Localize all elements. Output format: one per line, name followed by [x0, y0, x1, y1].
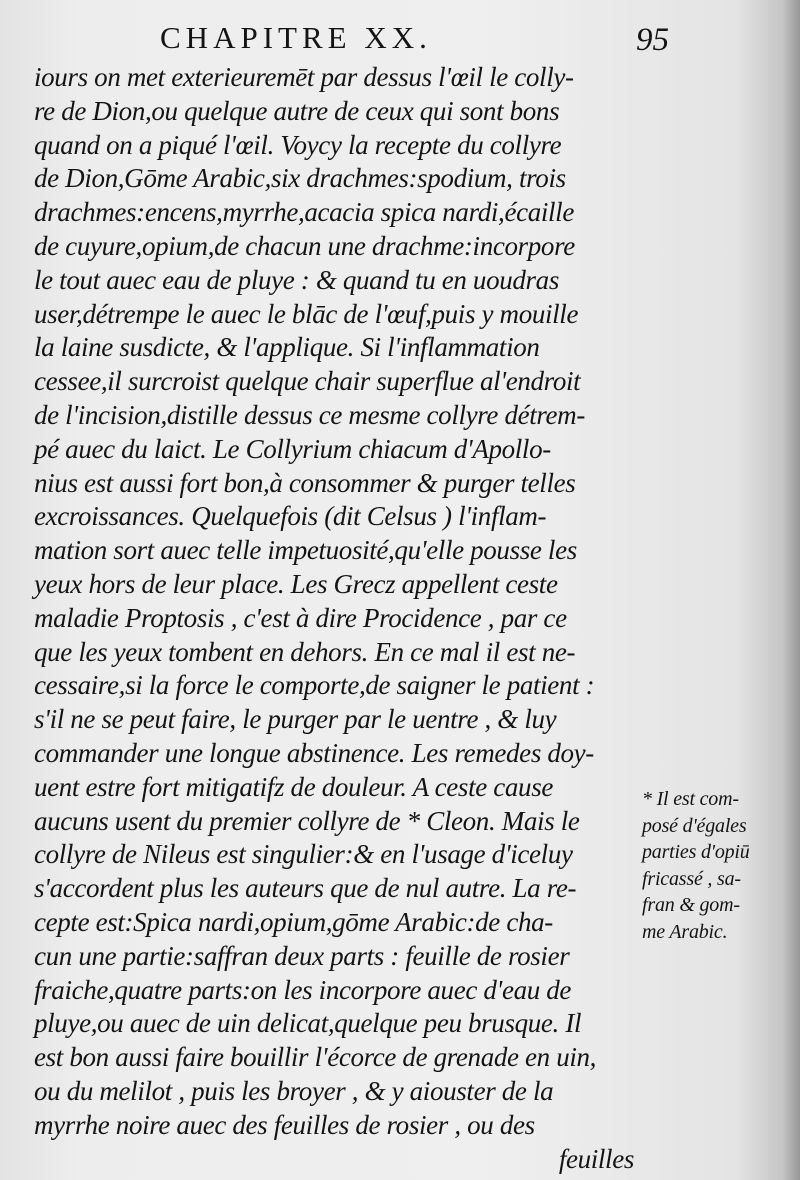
text-line: est bon aussi faire bouillir l'écorce de grenade en uin,: [34, 1042, 597, 1073]
running-head: CHAPITRE XX.: [160, 20, 432, 55]
text-line: commander une longue abstinence. Les remedes doy-: [34, 737, 594, 768]
text-line: nius est aussi fort bon,à consommer & purger telles: [34, 467, 576, 498]
margin-note-line: * Il est com-: [642, 788, 739, 810]
text-line: myrrhe noire auec des feuilles de rosier , ou des: [34, 1109, 535, 1140]
text-line: maladie Proptosis , c'est à dire Procidence , par ce: [34, 602, 567, 633]
text-line: re de Dion,ou quelque autre de ceux qui sont bons: [34, 95, 560, 126]
text-line: collyre de Nileus est singulier:& en l'usage d'iceluy: [34, 839, 573, 870]
text-line: cessaire,si la force le comporte,de saigner le patient :: [34, 670, 595, 701]
margin-note-line: fricassé , sa-: [642, 867, 741, 890]
text-line: cun une partie:saffran deux parts : feuille de rosier: [34, 940, 570, 971]
text-line: pluye,ou auec de uin delicat,quelque peu brusque. Il: [34, 1008, 582, 1039]
text-line: yeux hors de leur place. Les Grecz appellent ceste: [34, 568, 558, 599]
text-line: de cuyure,opium,de chacun une drachme:incorpore: [34, 230, 575, 261]
text-line: ou du melilot , puis les broyer , & y aiouster de la: [34, 1075, 554, 1106]
text-line: que les yeux tombent en dehors. En ce mal il est ne-: [34, 636, 576, 667]
text-line: mation sort auec telle impetuosité,qu'elle pousse les: [34, 535, 577, 566]
body-text: [34, 61, 634, 1176]
text-line: user,détrempe le auec le blāc de l'œuf,puis y mouille: [34, 298, 579, 329]
text-line: la laine susdicte, & l'applique. Si l'inflammation: [34, 332, 540, 363]
text-line: cepte est:Spica nardi,opium,gōme Arabic:de cha-: [34, 906, 553, 937]
margin-note: [642, 786, 792, 945]
margin-note-line: posé d'égales: [642, 814, 747, 837]
margin-note-line: parties d'opiū: [642, 841, 750, 863]
text-line: quand on a piqué l'œil. Voycy la recepte du collyre: [34, 129, 562, 160]
margin-note-line: fran & gom-: [642, 894, 740, 916]
text-line: s'accordent plus les auteurs que de nul autre. La re-: [34, 873, 577, 904]
text-line: de Dion,Gōme Arabic,six drachmes:spodium, trois: [34, 163, 566, 194]
text-line: drachmes:encens,myrrhe,acacia spica nardi,écaille: [34, 197, 574, 228]
catchword: feuilles: [558, 1143, 634, 1174]
margin-note-line: me Arabic.: [642, 920, 728, 943]
text-line: le tout auec eau de pluye : & quand tu en uoudras: [34, 264, 559, 295]
text-line: excroissances. Quelquefois (dit Celsus ) l'inflam-: [34, 501, 547, 532]
text-line: fraiche,quatre parts:on les incorpore auec d'eau de: [34, 974, 572, 1005]
text-line: aucuns usent du premier collyre de * Cleon. Mais le: [34, 805, 580, 836]
text-line: uent estre fort mitigatifz de douleur. A ceste cause: [34, 771, 553, 802]
text-line: s'il ne se peut faire, le purger par le uentre , & luy: [34, 704, 557, 735]
page-number: 95: [636, 22, 669, 58]
text-line: iours on met exterieuremēt par dessus l'œil le colly-: [34, 62, 574, 92]
text-line: de l'incision,distille dessus ce mesme collyre détrem-: [34, 399, 585, 430]
text-line: cessee,il surcroist quelque chair superflue al'endroit: [34, 366, 581, 397]
text-line: pé auec du laict. Le Collyrium chiacum d'Apollo-: [34, 433, 551, 464]
